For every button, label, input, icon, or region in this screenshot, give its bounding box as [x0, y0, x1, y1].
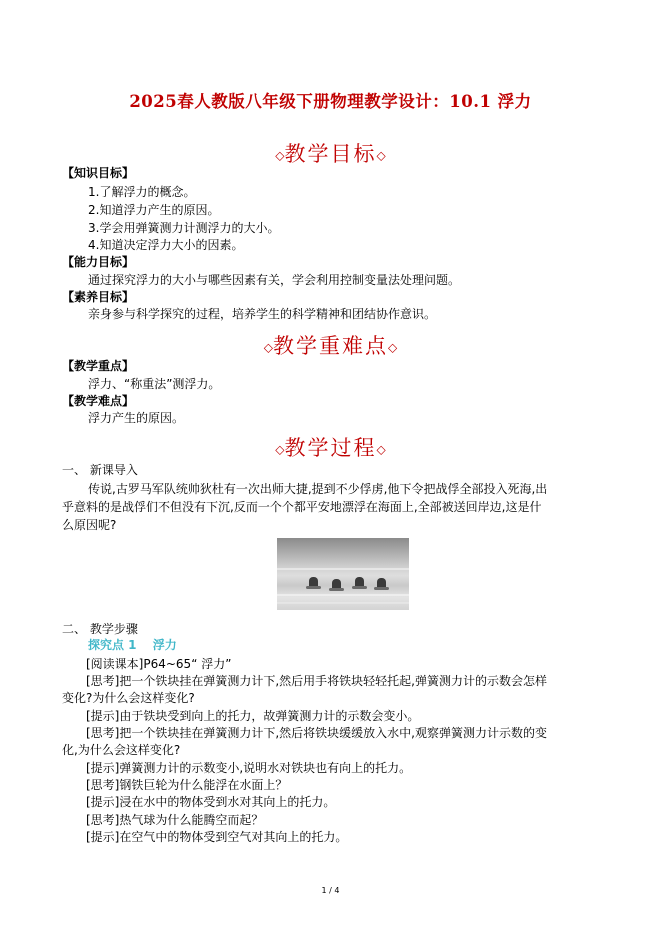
diamond-icon: ◇ [376, 442, 386, 457]
diamond-icon: ◇ [263, 340, 273, 355]
section-title-key-points: 教学重难点 [273, 334, 388, 358]
knowledge-item-3: 3.学会用弹簧测力计测浮力的大小。 [88, 221, 280, 235]
explore-point-title: 探究点 1 浮力 [88, 638, 177, 652]
step-line-6: 化,为什么会这样变化? [62, 743, 181, 757]
step-line-5: [思考]把一个铁块挂在弹簧测力计下,然后将铁块缓缓放入水中,观察弹簧测力计示数的变 [86, 726, 547, 740]
knowledge-heading: 【知识目标】 [62, 166, 135, 180]
step-line-7: [提示]弹簧测力计的示数变小,说明水对铁块也有向上的托力。 [86, 761, 412, 775]
intro-line-3: 么原因呢? [62, 518, 117, 532]
document-title: 2025春人教版八年级下册物理教学设计：10.1 浮力 [129, 92, 532, 111]
section-title-process: 教学过程 [284, 436, 377, 460]
ability-heading: 【能力目标】 [62, 255, 135, 269]
step-line-9: [提示]浸在水中的物体受到水对其向上的托力。 [86, 795, 336, 809]
knowledge-item-4: 4.知道决定浮力大小的因素。 [88, 238, 244, 252]
step-line-8: [思考]钢铁巨轮为什么能浮在水面上？ [86, 778, 288, 792]
section-title-objectives: 教学目标 [284, 142, 377, 166]
literacy-heading: 【素养目标】 [62, 290, 135, 304]
step-line-2: [思考]把一个铁块挂在弹簧测力计下,然后用手将铁块轻轻托起,弹簧测力计的示数会怎样 [86, 674, 547, 688]
step-line-11: [提示]在空气中的物体受到空气对其向上的托力。 [86, 830, 348, 844]
floating-person [332, 579, 341, 591]
diamond-icon: ◇ [388, 340, 398, 355]
focus-heading: 【教学重点】 [62, 359, 135, 373]
step-line-1: [阅读课本]P64~65“ 浮力” [86, 657, 232, 671]
dead-sea-floating-photo [277, 538, 409, 610]
difficulty-text: 浮力产生的原因。 [88, 411, 185, 425]
knowledge-item-1: 1.了解浮力的概念。 [88, 185, 196, 199]
intro-line-2: 乎意料的是战俘们不但没有下沉,反而一个个都平安地漂浮在海面上,全部被送回岸边,这是什 [62, 500, 542, 514]
knowledge-item-2: 2.知道浮力产生的原因。 [88, 203, 220, 217]
intro-line-1: 传说,古罗马军队统帅狄杜有一次出师大捷,提到不少俘虏,他下令把战俘全部投入死海,出 [88, 482, 548, 496]
difficulty-heading: 【教学难点】 [62, 394, 135, 408]
floating-person [309, 577, 318, 589]
steps-heading: 二、 教学步骤 [62, 622, 138, 636]
floating-person [355, 577, 364, 589]
ability-text: 通过探究浮力的大小与哪些因素有关，学会利用控制变量法处理问题。 [88, 273, 461, 287]
diamond-icon: ◇ [275, 442, 285, 457]
diamond-icon: ◇ [376, 148, 386, 163]
section-heading-objectives [0, 138, 661, 168]
section-heading-process [0, 432, 661, 462]
literacy-text: 亲身参与科学探究的过程，培养学生的科学精神和团结协作意识。 [88, 307, 437, 321]
step-line-4: [提示]由于铁块受到向上的托力，故弹簧测力计的示数会变小。 [86, 709, 420, 723]
floating-person [377, 578, 386, 590]
step-line-10: [思考]热气球为什么能腾空而起？ [86, 813, 264, 827]
diamond-icon: ◇ [275, 148, 285, 163]
intro-heading: 一、 新课导入 [62, 463, 138, 477]
focus-text: 浮力、“称重法”测浮力。 [88, 377, 221, 391]
section-heading-key-points [0, 330, 661, 360]
step-line-3: 变化?为什么会这样变化? [62, 691, 195, 705]
page-number: 1 / 4 [321, 886, 340, 895]
